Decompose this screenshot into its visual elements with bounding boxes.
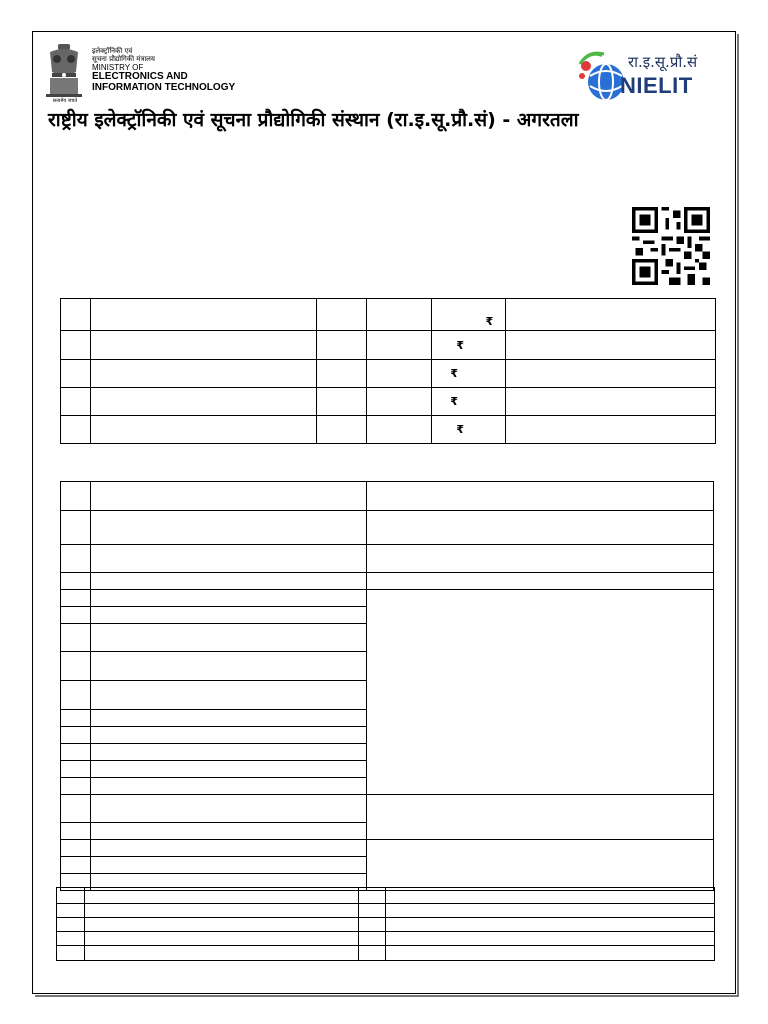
table-row	[61, 360, 716, 388]
table-cell	[90, 360, 316, 388]
table-cell	[61, 727, 91, 744]
table-cell	[61, 823, 91, 840]
rupee-symbol: ₹	[485, 315, 494, 328]
ministry-logo	[40, 42, 250, 108]
table-cell	[90, 607, 366, 624]
table-row	[61, 331, 716, 360]
table-cell	[90, 416, 316, 444]
table-row	[61, 795, 714, 823]
table-cell	[84, 904, 358, 918]
ministry-hindi-line2: सूचना प्रौद्योगिकी मंत्रालय	[92, 55, 155, 63]
table-cell	[61, 573, 91, 590]
table-cell	[366, 511, 713, 545]
table-row	[61, 573, 714, 590]
ministry-name	[92, 48, 235, 93]
table-cell	[90, 590, 366, 607]
table-cell	[57, 888, 85, 904]
table-cell	[358, 946, 386, 961]
table-row	[57, 946, 715, 961]
table-cell	[61, 652, 91, 681]
table-cell	[57, 918, 85, 932]
table-cell	[90, 331, 316, 360]
table-cell	[84, 932, 358, 946]
rupee-symbol: ₹	[456, 423, 465, 436]
table-cell	[358, 918, 386, 932]
table-row	[61, 416, 716, 444]
table-row	[61, 590, 714, 607]
table-row	[57, 904, 715, 918]
table-cell	[90, 573, 366, 590]
table-cell	[358, 888, 386, 904]
table-cell	[432, 331, 506, 360]
table-cell	[90, 795, 366, 823]
table-cell	[366, 573, 713, 590]
table-cell	[61, 624, 91, 652]
ministry-hindi-line1: इलेक्ट्रॉनिकी एवं	[92, 47, 133, 55]
nielit-hindi-name: रा.इ.सू.प्रौ.सं	[628, 53, 698, 71]
ministry-en-line1: MINISTRY OF	[92, 63, 144, 72]
table-cell	[366, 840, 713, 891]
table-cell	[386, 888, 715, 904]
fee-table	[60, 298, 716, 444]
table-cell	[90, 744, 366, 761]
table-cell	[90, 545, 366, 573]
table-cell	[90, 511, 366, 545]
table-cell	[386, 932, 715, 946]
table-cell	[90, 624, 366, 652]
qr-code-icon	[630, 207, 712, 285]
table-cell	[506, 299, 716, 331]
table-cell	[366, 482, 713, 511]
nielit-logo	[574, 46, 724, 106]
table-cell	[367, 388, 432, 416]
table-cell	[367, 416, 432, 444]
table-cell	[90, 857, 366, 874]
table-cell	[90, 299, 316, 331]
table-cell	[61, 331, 91, 360]
rupee-symbol: ₹	[456, 338, 465, 352]
ministry-en-line2: ELECTRONICS AND	[92, 71, 188, 82]
table-cell	[367, 331, 432, 360]
table-cell	[506, 360, 716, 388]
table-cell	[90, 681, 366, 710]
table-cell	[84, 918, 358, 932]
table-row	[61, 545, 714, 573]
table-cell	[61, 511, 91, 545]
rupee-symbol: ₹	[450, 367, 459, 380]
table-cell	[316, 360, 367, 388]
table-cell	[61, 840, 91, 857]
table-cell	[432, 360, 506, 388]
table-cell	[316, 331, 367, 360]
table-cell	[367, 360, 432, 388]
table-cell	[506, 331, 716, 360]
table-cell	[61, 795, 91, 823]
table-cell	[61, 590, 91, 607]
table-cell	[90, 388, 316, 416]
table-cell	[506, 416, 716, 444]
table-cell	[61, 545, 91, 573]
table-cell	[358, 932, 386, 946]
table-cell	[432, 416, 506, 444]
table-cell	[316, 416, 367, 444]
table-cell	[61, 744, 91, 761]
table-row	[57, 888, 715, 904]
table-cell	[61, 857, 91, 874]
table-cell	[90, 710, 366, 727]
table-cell	[61, 710, 91, 727]
table-cell	[386, 918, 715, 932]
table-row	[61, 388, 716, 416]
table-cell	[61, 761, 91, 778]
emblem-motto: सत्यमेव जयते	[52, 98, 78, 104]
table-row	[61, 511, 714, 545]
table-row	[61, 299, 716, 331]
table-cell	[57, 932, 85, 946]
table-cell	[366, 590, 713, 795]
table-cell	[61, 299, 91, 331]
table-cell	[432, 299, 506, 331]
table-cell	[61, 681, 91, 710]
table-cell	[386, 946, 715, 961]
ministry-en-line3: INFORMATION TECHNOLOGY	[92, 81, 236, 93]
page-title: राष्ट्रीय इलेक्ट्रॉनिकी एवं सूचना प्रौद्योगिकी संस्थान (रा.इ.सू.प्रौ.सं) - अगरतला	[48, 109, 579, 131]
rupee-symbol: ₹	[450, 395, 459, 408]
table-cell	[90, 482, 366, 511]
nielit-english-name: NIELIT	[620, 73, 693, 98]
footer-table	[56, 887, 715, 961]
table-row	[57, 918, 715, 932]
table-row	[61, 840, 714, 857]
table-cell	[90, 823, 366, 840]
table-cell	[61, 778, 91, 795]
table-row	[57, 932, 715, 946]
table-cell	[57, 946, 85, 961]
table-cell	[366, 795, 713, 840]
table-cell	[316, 388, 367, 416]
table-cell	[61, 388, 91, 416]
table-cell	[90, 840, 366, 857]
table-cell	[90, 652, 366, 681]
table-cell	[366, 545, 713, 573]
table-cell	[386, 904, 715, 918]
table-row	[61, 482, 714, 511]
table-cell	[61, 482, 91, 511]
table-cell	[316, 299, 367, 331]
table-cell	[90, 727, 366, 744]
table-cell	[61, 416, 91, 444]
table-cell	[61, 607, 91, 624]
table-cell	[358, 904, 386, 918]
details-table	[60, 481, 714, 891]
table-cell	[506, 388, 716, 416]
table-cell	[57, 904, 85, 918]
table-cell	[90, 761, 366, 778]
table-cell	[367, 299, 432, 331]
table-cell	[84, 888, 358, 904]
table-cell	[432, 388, 506, 416]
table-cell	[84, 946, 358, 961]
table-cell	[90, 778, 366, 795]
table-cell	[61, 360, 91, 388]
